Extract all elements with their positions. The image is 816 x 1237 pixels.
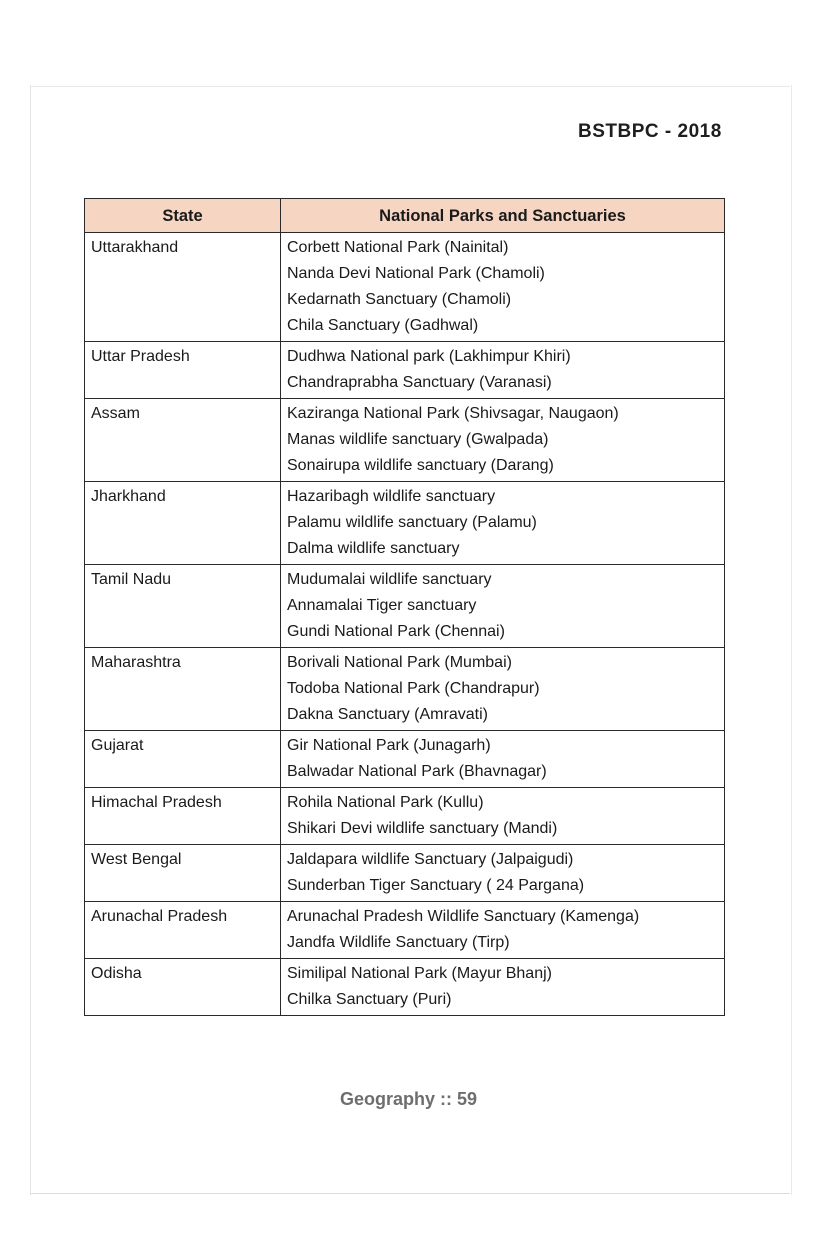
park-item: Kedarnath Sanctuary (Chamoli) (287, 291, 512, 308)
parks-cell (281, 482, 725, 565)
park-item: Rohila National Park (Kullu) (287, 794, 484, 811)
column-header-state: State (85, 199, 281, 233)
table-body (85, 233, 725, 1016)
park-item: Dudhwa National park (Lakhimpur Khiri) (287, 348, 571, 365)
state-cell: Himachal Pradesh (85, 788, 281, 845)
state-cell: Tamil Nadu (85, 565, 281, 648)
park-item: Borivali National Park (Mumbai) (287, 654, 512, 671)
park-item: Gir National Park (Junagarh) (287, 737, 491, 754)
park-item: Sunderban Tiger Sanctuary ( 24 Pargana) (287, 877, 585, 894)
parks-cell (281, 233, 725, 342)
state-cell: Odisha (85, 959, 281, 1016)
table-row (85, 233, 725, 342)
parks-cell (281, 648, 725, 731)
document-code: BSTBPC - 2018 (578, 121, 722, 142)
table-row (85, 902, 725, 959)
parks-cell (281, 731, 725, 788)
parks-cell (281, 565, 725, 648)
table-row (85, 482, 725, 565)
state-cell: Gujarat (85, 731, 281, 788)
park-item: Jandfa Wildlife Sanctuary (Tirp) (287, 934, 510, 951)
park-item: Todoba National Park (Chandrapur) (287, 680, 540, 697)
park-item: Gundi National Park (Chennai) (287, 623, 505, 640)
park-item: Nanda Devi National Park (Chamoli) (287, 265, 545, 282)
state-cell: Uttar Pradesh (85, 342, 281, 399)
parks-cell (281, 788, 725, 845)
table-row (85, 731, 725, 788)
column-header-parks: National Parks and Sanctuaries (281, 199, 725, 233)
state-cell: Arunachal Pradesh (85, 902, 281, 959)
park-item: Chila Sanctuary (Gadhwal) (287, 317, 479, 334)
parks-cell (281, 902, 725, 959)
state-cell: Uttarakhand (85, 233, 281, 342)
park-item: Hazaribagh wildlife sanctuary (287, 488, 496, 505)
park-item: Arunachal Pradesh Wildlife Sanctuary (Kamenga) (287, 908, 640, 925)
state-cell: Jharkhand (85, 482, 281, 565)
park-item: Jaldapara wildlife Sanctuary (Jalpaigudi) (287, 851, 574, 868)
state-cell: West Bengal (85, 845, 281, 902)
state-cell: Assam (85, 399, 281, 482)
state-cell: Maharashtra (85, 648, 281, 731)
table-row (85, 959, 725, 1016)
park-item: Chilka Sanctuary (Puri) (287, 991, 452, 1008)
table-row (85, 342, 725, 399)
bottom-rule (30, 1193, 790, 1194)
park-item: Annamalai Tiger sanctuary (287, 597, 477, 614)
park-item: Manas wildlife sanctuary (Gwalpada) (287, 431, 549, 448)
parks-cell (281, 399, 725, 482)
table-row (85, 648, 725, 731)
parks-cell (281, 959, 725, 1016)
table-header-row (85, 199, 725, 233)
table-row (85, 565, 725, 648)
park-item: Palamu wildlife sanctuary (Palamu) (287, 514, 537, 531)
park-item: Balwadar National Park (Bhavnagar) (287, 763, 547, 780)
park-item: Shikari Devi wildlife sanctuary (Mandi) (287, 820, 558, 837)
park-item: Corbett National Park (Nainital) (287, 239, 509, 256)
park-item: Dakna Sanctuary (Amravati) (287, 706, 488, 723)
table-row (85, 788, 725, 845)
parks-cell (281, 845, 725, 902)
table-row (85, 399, 725, 482)
table-row (85, 845, 725, 902)
park-item: Kaziranga National Park (Shivsagar, Naugaon) (287, 405, 619, 422)
parks-cell (281, 342, 725, 399)
table-header (85, 199, 725, 233)
park-item: Sonairupa wildlife sanctuary (Darang) (287, 457, 554, 474)
national-parks-table (84, 198, 725, 1016)
park-item: Chandraprabha Sanctuary (Varanasi) (287, 374, 552, 391)
park-item: Dalma wildlife sanctuary (287, 540, 460, 557)
park-item: Similipal National Park (Mayur Bhanj) (287, 965, 552, 982)
park-item: Mudumalai wildlife sanctuary (287, 571, 492, 588)
page-footer: Geography :: 59 (340, 1089, 478, 1109)
top-rule (30, 86, 790, 87)
